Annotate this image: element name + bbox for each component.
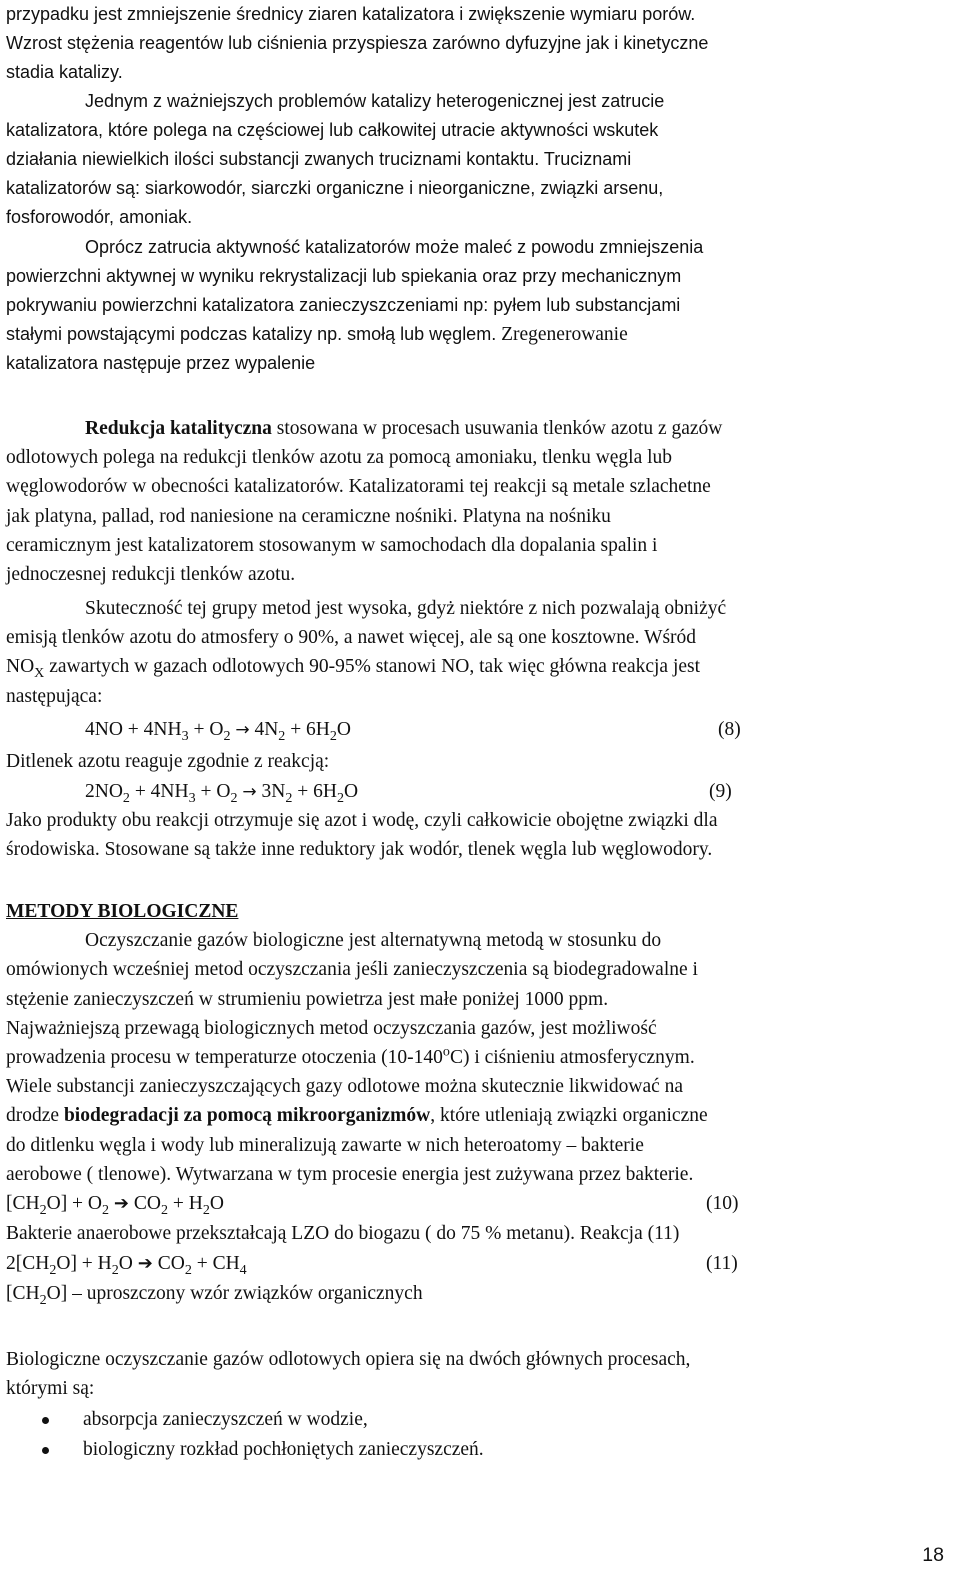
text-line: stężenie zanieczyszczeń w strumieniu powietrza jest małe poniżej 1000 ppm. bbox=[6, 988, 609, 1010]
text-fragment: , które utleniają związki organiczne bbox=[430, 1105, 708, 1127]
page-number: 18 bbox=[922, 1544, 944, 1566]
text-line: stadia katalizy. bbox=[6, 62, 123, 82]
text-line: Wzrost stężenia reagentów lub ciśnienia przyspiesza zarówno dyfuzyjne jak i kinetyczne bbox=[6, 33, 709, 53]
text-line bbox=[6, 652, 952, 681]
bold-term: biodegradacji za pomocą mikroorganizmów bbox=[63, 1105, 431, 1127]
text-line: Oczyszczanie gazów biologiczne jest alternatywną metodą w stosunku do bbox=[85, 930, 662, 952]
list-item bbox=[6, 1405, 906, 1435]
equation-number: (11) bbox=[706, 1253, 738, 1274]
reduction-paragraph bbox=[6, 414, 952, 589]
equation-number: (10) bbox=[706, 1193, 739, 1214]
poisoning-paragraph bbox=[6, 87, 952, 232]
text-line: katalizatorów są: siarkowodór, siarczki organiczne i nieorganiczne, związki arsenu, bbox=[6, 178, 664, 198]
text-line: powierzchni aktywnej w wyniku rekrystalizacji lub spiekania oraz przy mechanicznym bbox=[6, 266, 682, 286]
text-line: jednoczesnej redukcji tlenków azotu. bbox=[6, 564, 296, 586]
text-line: emisją tlenków azotu do atmosfery o 90%, a nawet więcej, ale są one kosztowne. Wśród bbox=[6, 627, 697, 649]
text-line: środowiska. Stosowane są także inne reduktory jak wodór, tlenek węgla lub węglowodory. bbox=[6, 839, 713, 861]
process-list bbox=[6, 1405, 906, 1464]
effectiveness-paragraph bbox=[6, 594, 952, 711]
text-line: węglowodorów w obecności katalizatorów. Katalizatorami tej reakcji są metale szlachetne bbox=[6, 476, 711, 498]
equation-formula: $4NO + 4NH_3 + O_2 \to 4N_2 + 6H_2O$ bbox=[85, 719, 352, 744]
bio-section bbox=[6, 897, 952, 1189]
list-item-text: absorpcja zanieczyszczeń w wodzie, bbox=[83, 1409, 368, 1430]
text-line: katalizatora, które polega na częściowej lub całkowitej utracie aktywności wskutek bbox=[6, 120, 659, 140]
text-fragment: stałymi powstającymi podczas katalizy np. smołą lub węglem. bbox=[6, 324, 497, 344]
text-line: Wiele substancji zanieczyszczających gazy odlotowe można skutecznie likwidować na bbox=[6, 1076, 684, 1098]
bold-term: Redukcja katalityczna bbox=[85, 418, 272, 439]
text-line: katalizatora następuje przez wypalenie bbox=[6, 353, 316, 373]
section-heading: METODY BIOLOGICZNE bbox=[6, 901, 239, 922]
text-line bbox=[6, 1101, 952, 1130]
equation-number: (8) bbox=[718, 719, 741, 740]
text-fragment: Zregenerowanie bbox=[496, 324, 628, 345]
bullet-icon bbox=[42, 1447, 49, 1454]
products-paragraph bbox=[6, 806, 952, 864]
text-line: pokrywaniu powierzchni katalizatora zanieczyszczeniami np: pyłem lub substancjami bbox=[6, 295, 681, 315]
text-line bbox=[6, 414, 952, 443]
text-line: jak platyna, pallad, rod naniesione na ceramiczne nośniki. Platyna na nośniku bbox=[6, 505, 611, 527]
intro-paragraph bbox=[6, 0, 952, 87]
processes-paragraph bbox=[6, 1345, 952, 1403]
text-fragment: zawartych w gazach odlotowych 90-95% stanowi NO, tak więc główna reakcja jest bbox=[44, 656, 701, 678]
list-item bbox=[6, 1435, 906, 1465]
text-line bbox=[6, 320, 952, 349]
text-fragment: C) i ciśnieniu atmosferycznym. bbox=[449, 1047, 695, 1069]
text-line: Skuteczność tej grupy metod jest wysoka, gdyż niektóre z nich pozwalają obniżyć bbox=[85, 598, 727, 619]
text-fragment: ] – uproszczony wzór związków organicznych bbox=[60, 1283, 423, 1304]
text-line: odlotowych polega na redukcji tlenków azotu za pomocą amoniaku, tlenku węgla lub bbox=[6, 447, 673, 469]
text-line: ceramicznym jest katalizatorem stosowanym w samochodach dla dopalania spalin i bbox=[6, 534, 658, 556]
text-line: Jednym z ważniejszych problemów katalizy heterogenicznej jest zatrucie bbox=[85, 91, 665, 111]
text-line: działania niewielkich ilości substancji zwanych truciznami kontaktu. Truciznami bbox=[6, 149, 632, 169]
eq8-intro-line bbox=[6, 747, 952, 776]
text-fragment: stosowana w procesach usuwania tlenków azotu z gazów bbox=[271, 418, 723, 439]
text-line: przypadku jest zmniejszenie średnicy ziaren katalizatora i zwiększenie wymiaru porów. bbox=[6, 4, 696, 24]
text-line: Bakterie anaerobowe przekształcają LZO do biogazu ( do 75 % metanu). Reakcja (11) bbox=[6, 1223, 680, 1244]
equation-formula: $2NO_2 + 4NH_3 + O_2 \to 3N_2 + 6H_2O$ bbox=[85, 781, 359, 806]
superscript: o bbox=[442, 1043, 450, 1060]
text-line: Ditlenek azotu reaguje zgodnie z reakcją: bbox=[6, 751, 330, 772]
equation-formula: $[CH_2O] + O_2$ ➔ $CO_2 + H_2O$ bbox=[6, 1193, 224, 1218]
text-fragment: drodze bbox=[6, 1105, 64, 1127]
text-line: fosforowodór, amoniak. bbox=[6, 207, 193, 227]
equation-number: (9) bbox=[709, 781, 732, 802]
text-line: Oprócz zatrucia aktywność katalizatorów może maleć z powodu zmniejszenia bbox=[85, 237, 704, 257]
text-line: Biologiczne oczyszczanie gazów odlotowych opiera się na dwóch głównych procesach, bbox=[6, 1349, 691, 1370]
text-line: Najważniejszą przewagą biologicznych metod oczyszczania gazów, jest możliwość bbox=[6, 1017, 657, 1039]
anaerobic-line bbox=[6, 1219, 952, 1248]
text-fragment: prowadzenia procesu w temperaturze otoczenia (10-140 bbox=[6, 1047, 443, 1069]
text-line: do ditlenku węgla i wody lub mineralizują zawarte w nich heteroatomy – bakterie bbox=[6, 1134, 644, 1156]
list-item-text: biologiczny rozkład pochłoniętych zanieczyszczeń. bbox=[83, 1438, 484, 1460]
text-line: omówionych wcześniej metod oczyszczania jeśli zanieczyszczenia są biodegradowalne i bbox=[6, 959, 698, 981]
text-line: Jako produkty obu reakcji otrzymuje się azot i wodę, czyli całkowicie obojętne związki dla bbox=[6, 810, 718, 831]
text-fragment: NO bbox=[6, 656, 35, 678]
equation-formula: $2[CH_2O] + H_2O$ ➔ $CO_2 + CH_4$ bbox=[6, 1253, 247, 1278]
subscript: X bbox=[34, 665, 45, 682]
deactivation-paragraph bbox=[6, 233, 952, 378]
legend-text: $[CH_2O]$ – uproszczony wzór związków organicznych bbox=[6, 1283, 423, 1308]
text-line bbox=[6, 1043, 952, 1072]
bullet-icon bbox=[42, 1417, 49, 1424]
text-line: następująca: bbox=[6, 685, 103, 707]
text-line: aerobowe ( tlenowe). Wytwarzana w tym procesie energia jest zużywana przez bakterie. bbox=[6, 1163, 694, 1185]
text-line: którymi są: bbox=[6, 1378, 95, 1400]
